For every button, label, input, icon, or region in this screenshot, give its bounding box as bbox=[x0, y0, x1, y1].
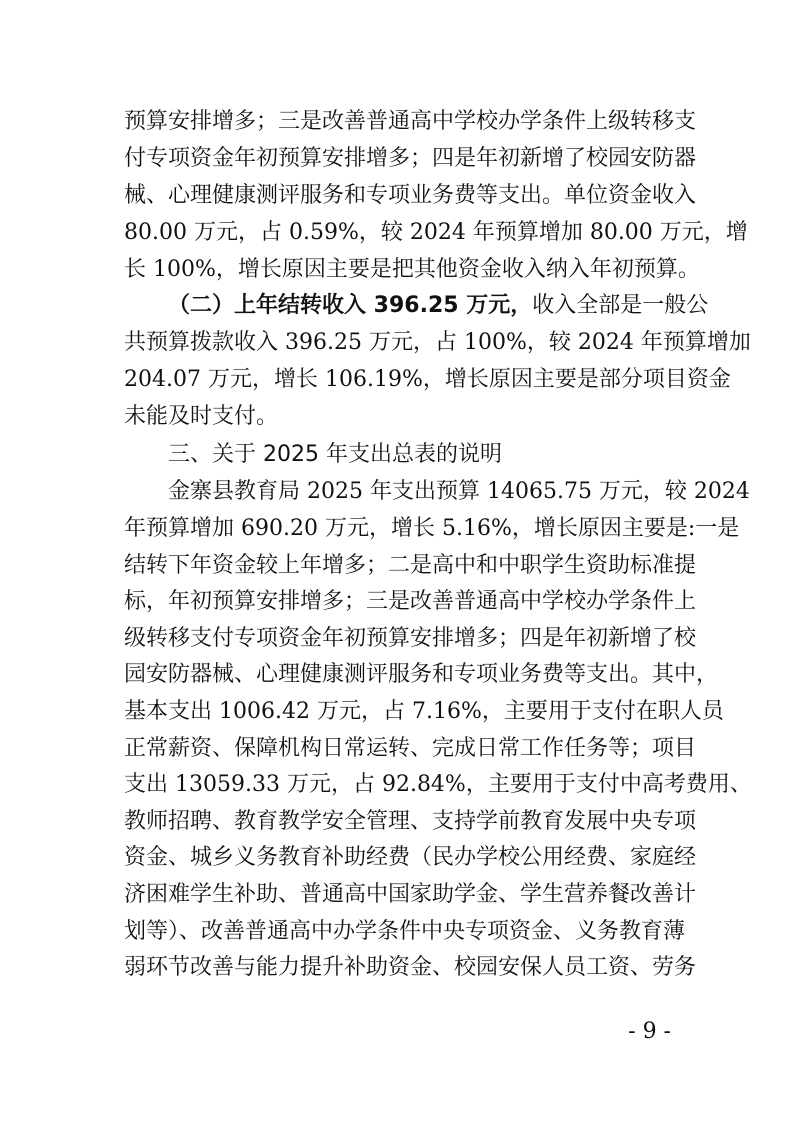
text-line: 204.07 万元，增长 106.19%，增长原因主要是部分项目资金 bbox=[124, 367, 731, 392]
text-line: 教师招聘、教育教学安全管理、支持学前教育发展中央专项 bbox=[124, 808, 697, 834]
text-line: 济困难学生补助、普通高中国家助学金、学生营养餐改善计 bbox=[124, 882, 697, 907]
section-2-first-rest: 收入全部是一般公 bbox=[532, 293, 709, 318]
text-line: 未能及时支付。 bbox=[124, 404, 279, 429]
text-line: 标，年初预算安排增多；三是改善普通高中学校办学条件上 bbox=[124, 589, 697, 615]
text-line: 弱环节改善与能力提升补助资金、校园安保人员工资、劳务 bbox=[124, 955, 697, 981]
text-line: 结转下年资金较上年增多；二是高中和中职学生资助标准提 bbox=[124, 552, 697, 578]
section-2-first-line bbox=[168, 291, 709, 321]
section-2-bold-lead: （二）上年结转收入 396.25 万元， bbox=[168, 293, 533, 318]
text-line: 80.00 万元，占 0.59%，较 2024 年预算增加 80.00 万元，增 bbox=[124, 220, 748, 245]
text-line: 械、心理健康测评服务和专项业务费等支出。单位资金收入 bbox=[124, 183, 697, 208]
text-line: 长 100%，增长原因主要是把其他资金收入纳入年初预算。 bbox=[124, 257, 700, 282]
text-line: 支出 13059.33 万元，占 92.84%，主要用于支付中高考费用、 bbox=[124, 772, 752, 798]
text-line: 资金、城乡义务教育补助经费（民办学校公用经费、家庭经 bbox=[124, 845, 697, 871]
text-line: 基本支出 1006.42 万元，占 7.16%，主要用于支付在职人员 bbox=[124, 699, 724, 724]
text-line: 共预算拨款收入 396.25 万元，占 100%，较 2024 年预算增加 bbox=[124, 330, 751, 355]
text-line: 园安防器械、心理健康测评服务和专项业务费等支出。其中， bbox=[124, 662, 719, 688]
text-line: 划等）、改善普通高中办学条件中央专项资金、义务教育薄 bbox=[124, 918, 686, 944]
text-line: 金寨县教育局 2025 年支出预算 14065.75 万元，较 2024 bbox=[168, 479, 750, 504]
text-line: 预算安排增多；三是改善普通高中学校办学条件上级转移支 bbox=[124, 109, 697, 134]
text-line: 付专项资金年初预算安排增多；四是年初新增了校园安防器 bbox=[124, 146, 697, 171]
text-line: 正常薪资、保障机构日常运转、完成日常工作任务等；项目 bbox=[124, 735, 697, 761]
section-heading: 三、关于 2025 年支出总表的说明 bbox=[168, 442, 502, 467]
text-line: 年预算增加 690.20 万元，增长 5.16%，增长原因主要是:一是 bbox=[124, 516, 740, 541]
text-line: 级转移支付专项资金年初预算安排增多；四是年初新增了校 bbox=[124, 625, 697, 651]
page-number: - 9 - bbox=[628, 1019, 671, 1044]
